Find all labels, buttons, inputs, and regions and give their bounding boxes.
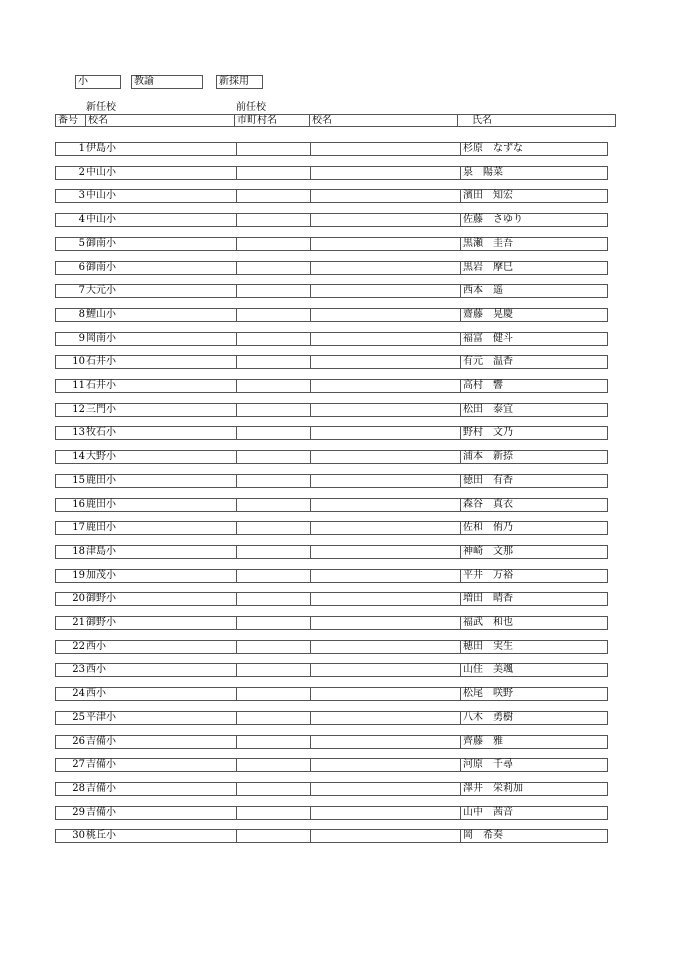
staff-name: 八木 勇樹 bbox=[460, 712, 606, 724]
position-value: 教諭 bbox=[134, 76, 154, 87]
previous-city-cell bbox=[236, 285, 311, 297]
new-school-name: 石井小 bbox=[86, 356, 116, 367]
previous-city-cell bbox=[236, 262, 311, 274]
row-number: 5 bbox=[78, 238, 85, 249]
staff-name: 福富 健斗 bbox=[460, 333, 606, 345]
previous-city-cell bbox=[236, 688, 311, 700]
new-school-name: 三門小 bbox=[86, 404, 116, 415]
previous-school-cell bbox=[311, 830, 458, 842]
new-school-name: 中山小 bbox=[86, 167, 116, 178]
new-school-name: 鹿田小 bbox=[86, 499, 116, 510]
row-number: 26 bbox=[72, 736, 85, 747]
previous-school-cell bbox=[311, 190, 458, 202]
new-school-name: 牧石小 bbox=[86, 427, 116, 438]
new-school-name: 吉備小 bbox=[86, 736, 116, 747]
row-number: 11 bbox=[72, 380, 85, 391]
previous-school-cell bbox=[311, 807, 458, 819]
previous-city-cell bbox=[236, 664, 311, 676]
staff-name: 福武 和也 bbox=[460, 617, 606, 629]
new-school-name: 平津小 bbox=[86, 712, 116, 723]
table-row bbox=[55, 569, 608, 583]
previous-school-cell bbox=[311, 522, 458, 534]
column-header-city: 市町村名 bbox=[235, 115, 310, 127]
new-school-name: 吉備小 bbox=[86, 807, 116, 818]
previous-city-cell bbox=[236, 167, 311, 179]
table-row bbox=[55, 142, 608, 156]
table-row bbox=[55, 332, 608, 346]
row-number: 22 bbox=[72, 641, 85, 652]
row-number: 2 bbox=[78, 167, 85, 178]
table-row bbox=[55, 213, 608, 227]
new-school-name: 西小 bbox=[86, 688, 106, 699]
table-row bbox=[55, 284, 608, 298]
row-number: 10 bbox=[72, 356, 85, 367]
previous-school-cell bbox=[311, 570, 458, 582]
previous-city-cell bbox=[236, 641, 311, 653]
table-row bbox=[55, 782, 608, 796]
previous-school-cell bbox=[311, 688, 458, 700]
staff-name: 高村 響 bbox=[460, 380, 606, 392]
row-number: 19 bbox=[72, 570, 85, 581]
type-value: 新採用 bbox=[219, 76, 249, 87]
previous-city-cell bbox=[236, 190, 311, 202]
previous-school-cell bbox=[311, 143, 458, 155]
row-number: 12 bbox=[72, 404, 85, 415]
row-number: 24 bbox=[72, 688, 85, 699]
new-school-group-header: 新任校 bbox=[86, 102, 116, 113]
row-number: 23 bbox=[72, 664, 85, 675]
previous-city-cell bbox=[236, 238, 311, 250]
staff-name: 山中 茜音 bbox=[460, 807, 606, 819]
table-row bbox=[55, 735, 608, 749]
staff-name: 佐和 侑乃 bbox=[460, 522, 606, 534]
new-school-name: 御野小 bbox=[86, 593, 116, 604]
table-row bbox=[55, 403, 608, 417]
staff-name: 松田 泰宜 bbox=[460, 404, 606, 416]
new-school-name: 大野小 bbox=[86, 451, 116, 462]
new-school-name: 津島小 bbox=[86, 546, 116, 557]
new-school-name: 中山小 bbox=[86, 214, 116, 225]
previous-city-cell bbox=[236, 712, 311, 724]
table-row bbox=[55, 640, 608, 654]
previous-city-cell bbox=[236, 143, 311, 155]
previous-city-cell bbox=[236, 759, 311, 771]
row-number: 20 bbox=[72, 593, 85, 604]
new-school-name: 鹿田小 bbox=[86, 522, 116, 533]
row-number: 21 bbox=[72, 617, 85, 628]
row-number: 18 bbox=[72, 546, 85, 557]
row-number: 27 bbox=[72, 759, 85, 770]
staff-name: 澤井 栄莉加 bbox=[460, 783, 606, 795]
staff-name: 西本 遥 bbox=[460, 285, 606, 297]
table-row bbox=[55, 355, 608, 369]
new-school-name: 御南小 bbox=[86, 238, 116, 249]
previous-school-cell bbox=[311, 309, 458, 321]
previous-city-cell bbox=[236, 475, 311, 487]
table-row bbox=[55, 758, 608, 772]
new-school-name: 吉備小 bbox=[86, 759, 116, 770]
new-school-name: 中山小 bbox=[86, 190, 116, 201]
previous-city-cell bbox=[236, 522, 311, 534]
staff-name: 齊藤 雅 bbox=[460, 736, 606, 748]
staff-name: 濱田 知宏 bbox=[460, 190, 606, 202]
table-row bbox=[55, 189, 608, 203]
table-row bbox=[55, 237, 608, 251]
new-school-name: 岡南小 bbox=[86, 333, 116, 344]
previous-school-cell bbox=[311, 546, 458, 558]
column-header-previous-school: 校名 bbox=[310, 115, 458, 127]
previous-city-cell bbox=[236, 617, 311, 629]
previous-school-cell bbox=[311, 333, 458, 345]
previous-school-cell bbox=[311, 617, 458, 629]
staff-name: 神崎 文那 bbox=[460, 546, 606, 558]
staff-name: 野村 文乃 bbox=[460, 427, 606, 439]
staff-name: 浦本 新捺 bbox=[460, 451, 606, 463]
previous-school-cell bbox=[311, 451, 458, 463]
previous-city-cell bbox=[236, 570, 311, 582]
previous-city-cell bbox=[236, 807, 311, 819]
previous-school-cell bbox=[311, 238, 458, 250]
column-header-name: 氏名 bbox=[458, 115, 616, 127]
new-school-name: 石井小 bbox=[86, 380, 116, 391]
staff-name: 杉原 なずな bbox=[460, 143, 606, 155]
staff-name: 山住 美颯 bbox=[460, 664, 606, 676]
row-number: 1 bbox=[78, 143, 85, 154]
table-row bbox=[55, 829, 608, 843]
previous-city-cell bbox=[236, 499, 311, 511]
table-row bbox=[55, 663, 608, 677]
row-number: 15 bbox=[72, 475, 85, 486]
staff-name: 増田 晴香 bbox=[460, 593, 606, 605]
staff-name: 齋藤 晃慶 bbox=[460, 309, 606, 321]
previous-school-cell bbox=[311, 641, 458, 653]
previous-school-cell bbox=[311, 712, 458, 724]
previous-school-group-header: 前任校 bbox=[236, 102, 266, 113]
staff-name: 有元 温香 bbox=[460, 356, 606, 368]
new-school-name: 御野小 bbox=[86, 617, 116, 628]
previous-school-cell bbox=[311, 475, 458, 487]
table-row bbox=[55, 426, 608, 440]
staff-name: 松尾 咲野 bbox=[460, 688, 606, 700]
previous-city-cell bbox=[236, 404, 311, 416]
table-row bbox=[55, 379, 608, 393]
row-number: 6 bbox=[78, 262, 85, 273]
previous-school-cell bbox=[311, 262, 458, 274]
new-school-name: 西小 bbox=[86, 641, 106, 652]
previous-school-cell bbox=[311, 356, 458, 368]
previous-city-cell bbox=[236, 546, 311, 558]
row-number: 30 bbox=[72, 830, 85, 841]
row-number: 3 bbox=[78, 190, 85, 201]
row-number: 9 bbox=[78, 333, 85, 344]
previous-school-cell bbox=[311, 380, 458, 392]
staff-name: 平井 万裕 bbox=[460, 570, 606, 582]
row-number: 7 bbox=[78, 285, 85, 296]
type-field bbox=[216, 75, 263, 89]
previous-school-cell bbox=[311, 404, 458, 416]
level-field bbox=[75, 75, 121, 89]
previous-city-cell bbox=[236, 427, 311, 439]
table-row bbox=[55, 498, 608, 512]
new-school-name: 桃丘小 bbox=[86, 830, 116, 841]
table-row bbox=[55, 687, 608, 701]
previous-city-cell bbox=[236, 309, 311, 321]
previous-school-cell bbox=[311, 427, 458, 439]
previous-city-cell bbox=[236, 830, 311, 842]
row-number: 4 bbox=[78, 214, 85, 225]
new-school-name: 大元小 bbox=[86, 285, 116, 296]
previous-city-cell bbox=[236, 736, 311, 748]
table-row bbox=[55, 308, 608, 322]
table-row bbox=[55, 545, 608, 559]
staff-name: 岡 希奏 bbox=[460, 830, 606, 842]
staff-name: 泉 陽菜 bbox=[460, 167, 606, 179]
staff-name: 森谷 真衣 bbox=[460, 499, 606, 511]
level-value: 小 bbox=[78, 76, 88, 87]
row-number: 13 bbox=[72, 427, 85, 438]
column-header-table bbox=[55, 114, 616, 127]
previous-school-cell bbox=[311, 214, 458, 226]
staff-name: 徳田 有香 bbox=[460, 475, 606, 487]
row-number: 28 bbox=[72, 783, 85, 794]
previous-school-cell bbox=[311, 593, 458, 605]
previous-city-cell bbox=[236, 451, 311, 463]
previous-school-cell bbox=[311, 783, 458, 795]
row-number: 8 bbox=[78, 309, 85, 320]
previous-school-cell bbox=[311, 664, 458, 676]
table-row bbox=[55, 806, 608, 820]
new-school-name: 吉備小 bbox=[86, 783, 116, 794]
new-school-name: 西小 bbox=[86, 664, 106, 675]
row-number: 29 bbox=[72, 807, 85, 818]
table-row bbox=[55, 592, 608, 606]
new-school-name: 鯉山小 bbox=[86, 309, 116, 320]
previous-city-cell bbox=[236, 380, 311, 392]
staff-name: 佐藤 さゆり bbox=[460, 214, 606, 226]
staff-name: 河原 千尋 bbox=[460, 759, 606, 771]
previous-school-cell bbox=[311, 759, 458, 771]
new-school-name: 加茂小 bbox=[86, 570, 116, 581]
previous-school-cell bbox=[311, 167, 458, 179]
staff-name: 黒岩 摩巳 bbox=[460, 262, 606, 274]
table-row bbox=[55, 474, 608, 488]
new-school-name: 鹿田小 bbox=[86, 475, 116, 486]
table-row bbox=[55, 711, 608, 725]
column-header-number: 番号 bbox=[56, 115, 86, 127]
table-row bbox=[55, 261, 608, 275]
row-number: 14 bbox=[72, 451, 85, 462]
row-number: 17 bbox=[72, 522, 85, 533]
new-school-name: 伊島小 bbox=[86, 143, 116, 154]
column-header-new-school: 校名 bbox=[86, 115, 235, 127]
previous-city-cell bbox=[236, 593, 311, 605]
table-row bbox=[55, 521, 608, 535]
previous-city-cell bbox=[236, 333, 311, 345]
staff-name: 穂田 実生 bbox=[460, 641, 606, 653]
previous-school-cell bbox=[311, 499, 458, 511]
table-row bbox=[55, 616, 608, 630]
previous-city-cell bbox=[236, 783, 311, 795]
new-school-name: 御南小 bbox=[86, 262, 116, 273]
position-field bbox=[131, 75, 203, 89]
previous-school-cell bbox=[311, 736, 458, 748]
staff-name: 黒瀬 圭吾 bbox=[460, 238, 606, 250]
previous-city-cell bbox=[236, 356, 311, 368]
table-row bbox=[55, 450, 608, 464]
previous-city-cell bbox=[236, 214, 311, 226]
table-row bbox=[55, 166, 608, 180]
row-number: 16 bbox=[72, 499, 85, 510]
previous-school-cell bbox=[311, 285, 458, 297]
row-number: 25 bbox=[72, 712, 85, 723]
